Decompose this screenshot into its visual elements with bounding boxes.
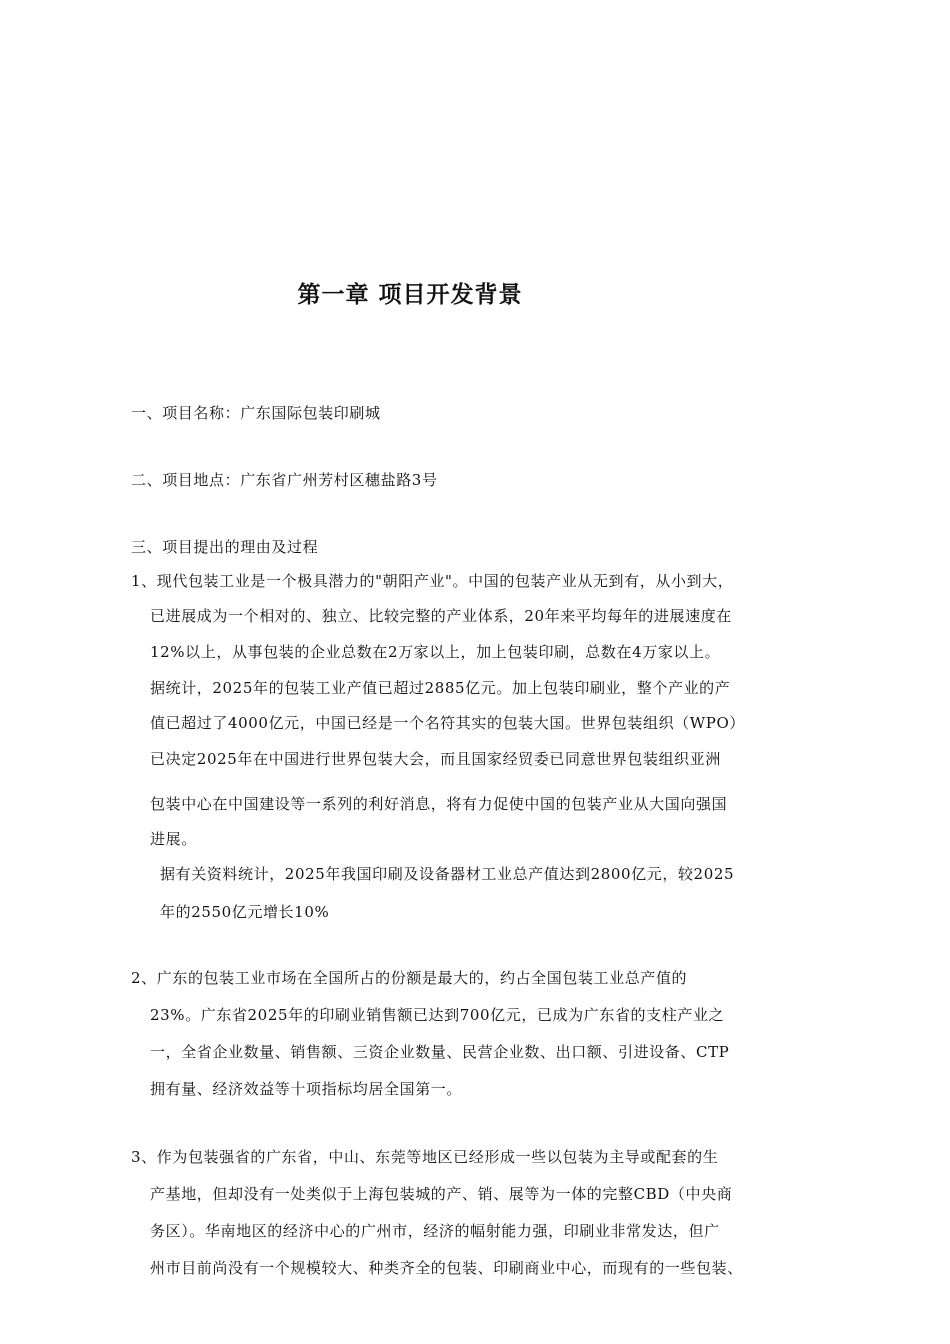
item1-line: 已进展成为一个相对的、独立、比较完整的产业体系，20年来平均每年的进展速度在 — [150, 607, 732, 625]
item1-line: 据统计，2025年的包装工业产值已超过2885亿元。加上包装印刷业，整个产业的产 — [150, 679, 731, 697]
item1-line: 包装中心在中国建设等一系列的利好消息，将有力促使中国的包装产业从大国向强国 — [150, 795, 728, 813]
item3-line: 务区）。华南地区的经济中心的广州市，经济的幅射能力强，印刷业非常发达，但广 — [150, 1222, 720, 1240]
item1-line: 值已超过了4000亿元，中国已经是一个名符其实的包装大国。世界包装组织（WPO） — [150, 714, 745, 732]
chapter-title: 第一章 项目开发背景 — [297, 282, 523, 308]
item1-line: 1、现代包装工业是一个极具潜力的"朝阳产业"。中国的包装产业从无到有，从小到大， — [131, 572, 734, 590]
item2-line: 2、广东的包装工业市场在全国所占的份额是最大的，约占全国包装工业总产值的 — [131, 969, 688, 987]
item2-line: 拥有量、经济效益等十项指标均居全国第一。 — [150, 1080, 463, 1098]
item3-line: 3、作为包装强省的广东省，中山、东莞等地区已经形成一些以包装为主导或配套的生 — [131, 1148, 719, 1166]
section-project-name: 一、项目名称：广东国际包装印刷城 — [131, 404, 381, 422]
item2-line: 一，全省企业数量、销售额、三资企业数量、民营企业数、出口额、引进设备、CTP — [150, 1043, 730, 1061]
item2-line: 23%。广东省2025年的印刷业销售额已达到700亿元，已成为广东省的支柱产业之 — [150, 1006, 725, 1024]
item1-note-line: 年的2550亿元增长10% — [160, 903, 330, 921]
item1-line: 进展。 — [150, 830, 197, 848]
item3-line: 产基地，但却没有一处类似于上海包装城的产、销、展等为一体的完整CBD（中央商 — [150, 1185, 733, 1203]
item1-line: 已决定2025年在中国进行世界包装大会，而且国家经贸委已同意世界包装组织亚洲 — [150, 750, 721, 768]
section-project-reasons: 三、项目提出的理由及过程 — [131, 538, 319, 556]
section-project-location: 二、项目地点：广东省广州芳村区穗盐路3号 — [131, 471, 438, 489]
item1-note-line: 据有关资料统计，2025年我国印刷及设备器材工业总产值达到2800亿元，较2025 — [160, 865, 735, 883]
item3-line: 州市目前尚没有一个规模较大、种类齐全的包装、印刷商业中心，而现有的一些包装、 — [150, 1259, 743, 1277]
item1-line: 12%以上，从事包装的企业总数在2万家以上，加上包装印刷，总数在4万家以上。 — [150, 643, 721, 661]
